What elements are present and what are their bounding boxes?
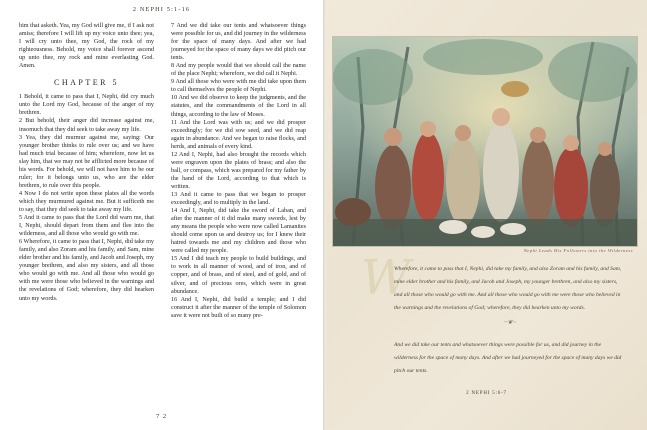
verse: 1 Behold, it came to pass that I, Nephi, did cry much unto the Lord my God, because of the anger of my brethren.	[19, 94, 154, 117]
fleuron-ornament-icon: ~❦~	[504, 320, 516, 326]
verse: 16 And I, Nephi, did build a temple; and I did construct it after the manner of the temple of Solomon save it were not built of so many pre-	[171, 296, 306, 319]
verse: 2 But behold, their anger did increase against me, insomuch that they did seek to take away my life.	[19, 118, 154, 133]
scripture-reference: 2 NEPHI 5:6-7	[466, 391, 507, 396]
quote-paragraph: And we did take our tents and whatsoever things were possible for us, and did journey in the wilderness for the space of many days. And after we had journeyed for the space of many days we did pitch our tents.	[394, 342, 622, 374]
verse: 4 Now I do not write upon these plates all the words which they murmured against me. But it sufficeth me to say, that they did seek to take away my life.	[19, 190, 154, 213]
running-head: 2 NEPHI 5:1-16	[132, 6, 191, 13]
painting-caption: Nephi Leads His Followers into the Wilderness	[523, 248, 633, 253]
page-number: 7 2	[155, 413, 168, 420]
intro-paragraph: him that asketh. Yea, my God will give me, if I ask not amiss; therefore I will lift up my voice unto thee; yea, I will cry unto thee, my God, the rock of my righteousness. Behold, my voice shall forever ascend up unto thee, my rock and mine everlasting God. Amen.	[19, 23, 154, 70]
right-page	[326, 0, 647, 430]
text-column-2	[171, 22, 306, 320]
verse: 5 And it came to pass that the Lord did warn me, that I, Nephi, should depart from them and flee into the wilderness, and all those who would go with me.	[19, 215, 154, 238]
quote-paragraph: Wherefore, it came to pass that I, Nephi, did take my family, and also Zoram and his family, and Sam, mine elder brother and his family, and Jacob and Joseph, my younger brethren, and also my sisters, and all those who would go with me. And all those who would go with me were those who believed in the warnings and the revelations of God; wherefore, they did hearken unto my words.	[394, 266, 622, 311]
verse: 13 And it came to pass that we began to prosper exceedingly, and to multiply in the land.	[171, 191, 306, 207]
verse: 3 Yea, they did murmur against me, saying: Our younger brother thinks to rule over us; and we have had much trial because of him; wherefore, now let us slay him, that we may not be afflicted more because of his words. For behold, we will not have him to be our ruler; for it belongs unto us, who are the elder brethren, to rule over this people.	[19, 134, 154, 189]
chapter-heading: CHAPTER 5	[54, 78, 119, 88]
verse: 15 And I did teach my people to build buildings, and to work in all manner of wood, and of iron, and of copper, and of brass, and of steel, and of gold, and of silver, and of precious ores, which were in great abundance.	[171, 256, 306, 295]
verse: 12 And I, Nephi, had also brought the records which were engraven upon the plates of brass; and also the ball, or compass, which was prepared for my father by the hand of the Lord, according to that which is written.	[171, 151, 306, 190]
verse: 10 And we did observe to keep the judgments, and the statutes, and the commandments of the Lord in all things, according to the law of Moses.	[171, 95, 306, 118]
decorative-dropcap: W	[361, 250, 411, 306]
verse: 6 Wherefore, it came to pass that I, Nephi, did take my family, and also Zoram and his family, and Sam, mine elder brother and his family, and Jacob and Joseph, my younger brethren, and also my sisters, and all those who would go with me. And all those who would go with me were those who believed in the warnings and the revelations of God; wherefore, they did hearken unto my words.	[19, 239, 154, 302]
left-page	[0, 0, 323, 430]
verse: 9 And all those who were with me did take upon them to call themselves the people of Nephi.	[171, 79, 306, 94]
text-column-1	[19, 22, 154, 303]
verse: 14 And I, Nephi, did take the sword of Laban, and after the manner of it did make many swords, lest by any means the people who were now called Lamanites should come upon us and destroy us; for I knew their hatred towards me and my children and those who were called my people.	[171, 208, 306, 255]
verse: 8 And my people would that we should call the name of the place Nephi; wherefore, we did call it Nephi.	[171, 63, 306, 78]
verse: 11 And the Lord was with us; and we did prosper exceedingly; for we did sow seed, and we did reap again in abundance. And we began to raise flocks, and herds, and animals of every kind.	[171, 119, 306, 150]
verse: 7 And we did take our tents and whatsoever things were possible for us, and did journey in the wilderness for the space of many days. And after we had journeyed for the space of many days we did pitch our tents.	[171, 23, 306, 62]
scripture-quote	[394, 263, 626, 378]
painting-illustration	[332, 36, 638, 247]
